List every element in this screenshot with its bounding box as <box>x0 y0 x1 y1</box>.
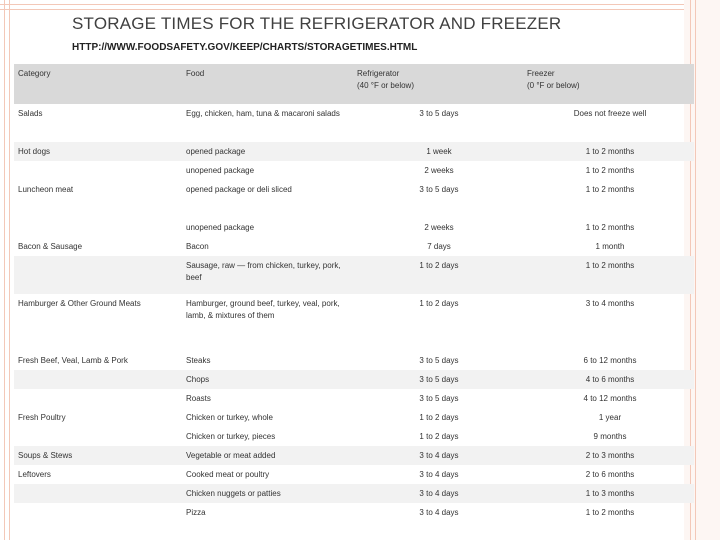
food-cell: Roasts <box>186 394 211 403</box>
freezer-cell: 1 year <box>598 413 622 422</box>
freezer-cell: 1 to 2 months <box>585 261 635 270</box>
table-row <box>14 351 694 370</box>
food-cell: Chops <box>186 375 210 384</box>
table-row <box>14 218 694 237</box>
freezer-cell: 1 to 3 months <box>585 489 635 498</box>
header-refrigerator-temp: (40 °F or below) <box>357 81 414 90</box>
food-cell: Pizza <box>186 508 206 517</box>
table-row <box>14 446 694 465</box>
freezer-cell: 4 to 6 months <box>585 375 635 384</box>
table-row <box>14 389 694 408</box>
freezer-cell: Does not freeze well <box>573 109 647 118</box>
refrigerator-cell: 3 to 4 days <box>419 470 459 479</box>
refrigerator-cell: 1 week <box>426 147 452 156</box>
freezer-cell: 3 to 4 months <box>585 299 635 308</box>
table-row <box>14 465 694 484</box>
category-cell: Fresh Beef, Veal, Lamb & Pork <box>18 356 128 365</box>
table-row <box>14 161 694 180</box>
food-cell: Sausage, raw — from chicken, turkey, pork, beef <box>186 261 341 282</box>
table-header <box>14 64 694 104</box>
refrigerator-cell: 3 to 4 days <box>419 451 459 460</box>
slide-border-top <box>0 4 720 10</box>
table-row <box>14 104 694 142</box>
refrigerator-cell: 3 to 5 days <box>419 375 459 384</box>
freezer-cell: 1 to 2 months <box>585 147 635 156</box>
table-body <box>14 104 694 522</box>
refrigerator-cell: 3 to 5 days <box>419 109 459 118</box>
refrigerator-cell: 7 days <box>427 242 451 251</box>
category-cell: Hamburger & Other Ground Meats <box>18 299 141 308</box>
category-cell: Salads <box>18 109 43 118</box>
freezer-cell: 1 to 2 months <box>585 166 635 175</box>
food-cell: Chicken or turkey, whole <box>186 413 273 422</box>
table-row <box>14 294 694 351</box>
refrigerator-cell: 1 to 2 days <box>419 299 459 308</box>
food-cell: Steaks <box>186 356 211 365</box>
header-refrigerator <box>357 68 414 92</box>
header-food: Food <box>186 69 205 78</box>
food-cell: Chicken or turkey, pieces <box>186 432 276 441</box>
category-cell: Hot dogs <box>18 147 51 156</box>
table-row <box>14 427 694 446</box>
header-freezer <box>527 68 580 92</box>
food-cell: unopened package <box>186 166 255 175</box>
freezer-cell: 2 to 3 months <box>585 451 635 460</box>
food-cell: Hamburger, ground beef, turkey, veal, pork, lamb, & mixtures of them <box>186 299 340 320</box>
refrigerator-cell: 1 to 2 days <box>419 261 459 270</box>
freezer-cell: 9 months <box>593 432 627 441</box>
category-cell: Fresh Poultry <box>18 413 66 422</box>
refrigerator-cell: 3 to 5 days <box>419 185 459 194</box>
freezer-cell: 4 to 12 months <box>583 394 637 403</box>
table-row <box>14 180 694 218</box>
header-refrigerator-label: Refrigerator <box>357 69 400 78</box>
refrigerator-cell: 3 to 5 days <box>419 356 459 365</box>
food-cell: Cooked meat or poultry <box>186 470 270 479</box>
page-title: STORAGE TIMES FOR THE REFRIGERATOR AND FREEZER <box>72 14 562 33</box>
table-row <box>14 142 694 161</box>
food-cell: opened package or deli sliced <box>186 185 292 194</box>
slide-border-left <box>4 0 10 540</box>
refrigerator-cell: 3 to 4 days <box>419 489 459 498</box>
table-row <box>14 256 694 294</box>
freezer-cell: 1 to 2 months <box>585 223 635 232</box>
category-cell: Bacon & Sausage <box>18 242 83 251</box>
refrigerator-cell: 2 weeks <box>424 223 454 232</box>
food-cell: Bacon <box>186 242 209 251</box>
header-category: Category <box>18 69 51 78</box>
food-cell: Chicken nuggets or patties <box>186 489 281 498</box>
refrigerator-cell: 3 to 4 days <box>419 508 459 517</box>
freezer-cell: 6 to 12 months <box>583 356 637 365</box>
freezer-cell: 1 month <box>595 242 625 251</box>
table-row <box>14 237 694 256</box>
food-cell: opened package <box>186 147 246 156</box>
source-url: HTTP://WWW.FOODSAFETY.GOV/KEEP/CHARTS/STORAGETIMES.HTML <box>72 42 418 53</box>
food-cell: unopened package <box>186 223 255 232</box>
food-cell: Vegetable or meat added <box>186 451 276 460</box>
freezer-cell: 1 to 2 months <box>585 508 635 517</box>
header-freezer-label: Freezer <box>527 69 555 78</box>
refrigerator-cell: 2 weeks <box>424 166 454 175</box>
freezer-cell: 1 to 2 months <box>585 185 635 194</box>
refrigerator-cell: 3 to 5 days <box>419 394 459 403</box>
food-cell: Egg, chicken, ham, tuna & macaroni salads <box>186 109 340 118</box>
refrigerator-cell: 1 to 2 days <box>419 432 459 441</box>
category-cell: Soups & Stews <box>18 451 73 460</box>
storage-times-table <box>14 64 694 522</box>
category-cell: Leftovers <box>18 470 51 479</box>
table-row <box>14 484 694 503</box>
header-freezer-temp: (0 °F or below) <box>527 81 580 90</box>
freezer-cell: 2 to 6 months <box>585 470 635 479</box>
table-row <box>14 503 694 522</box>
table-row <box>14 408 694 427</box>
refrigerator-cell: 1 to 2 days <box>419 413 459 422</box>
table-row <box>14 370 694 389</box>
category-cell: Luncheon meat <box>18 185 74 194</box>
